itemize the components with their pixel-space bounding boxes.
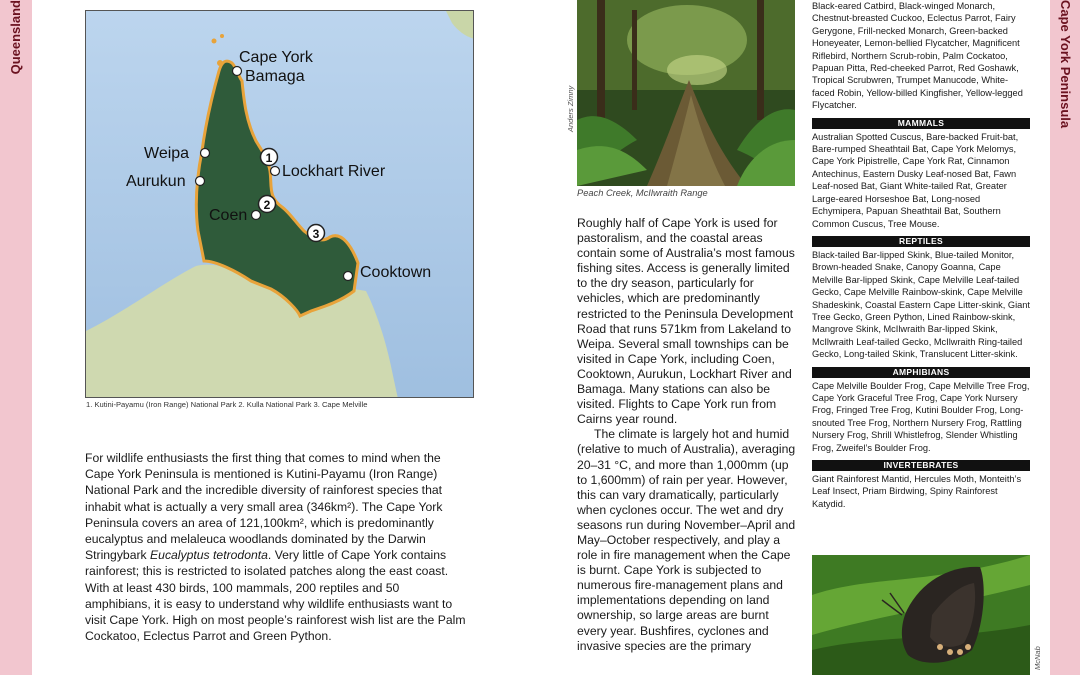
invertebrates-list: Giant Rainforest Mantid, Hercules Moth, Monteith’s Leaf Insect, Priam Birdwing, Spiny Rainforest Katydid. [812,474,1022,509]
amphibians-heading: AMPHIBIANS [812,367,1030,378]
intro-paragraph [85,450,467,644]
birds-list: Black-eared Catbird, Black-winged Monarch, Chestnut-breasted Cuckoo, Eclectus Parrot, Fairy Gerygone, Frill-necked Monarch, Green-backed Honeyeater, Lemon-bellied Flycatcher, Magnificent Riflebird, Northern Scrub-robin, Palm Cockatoo, Papuan Pitta, Red-cheeked Parrot, Red Goshawk, Tropical Scrubwren, Trumpet Manucode, White-faced Robin, Yellow-billed Kingfisher, Yellow-legged Flycatcher. [812,1,1023,111]
park-number-2: 2 [263,198,271,212]
butterfly-photo [812,555,1030,675]
rainforest-creek-photo [577,0,795,186]
intro-species-name: Eucalyptus tetrodonta [150,548,268,563]
town-dot-cooktown [344,272,353,281]
park-number-3: 3 [312,227,320,241]
map-label-cape-york: Cape York [239,49,313,66]
left-side-tab [0,0,32,675]
park-number-1: 1 [265,151,273,165]
town-dot-weipa [201,149,210,158]
body-paragraph-2: The climate is largely hot and humid (relative to much of Australia), averaging 20–31 °C, and more than 1,000mm (up to 1,600mm) of rain per year. However, this can vary dramatically, particularly when cyclones occur. The wet and dry seasons run during November–April and May–October respectively, and play a role in fire management when the Cape is burnt. Cape York is subjected to numerous fire-management plans and implementations depending on land ownership, so large areas are burnt every year. Bushfires, cyclones and invasive species are the primary [577,427,796,653]
island [217,60,223,66]
invertebrates-heading: INVERTEBRATES [812,460,1030,471]
island [220,34,224,38]
rainforest-photo-graphic [577,0,795,186]
town-dot-coen [252,211,261,220]
map-label-bamaga: Bamaga [245,68,305,85]
intro-text-part2: . Very little of Cape York contains rainforest; this is restricted to isolated patches along the east coast. With at least 430 birds, 100 mammals, 200 reptiles and 50 amphibians, it is easy to understand why wildlife enthusiasts want to visit Cape York. High on most people’s rainforest wish list are the Palm Cockatoo, Eclectus Parrot and Green Python. [85,548,466,644]
species-column [812,0,1030,510]
intro-text-part1: For wildlife enthusiasts the first thing that comes to mind when the Cape York Peninsula is mentioned is Kutini-Payamu (Iron Range) National Park and the incredible diversity of rainforest species that inhabit what is actually a very small area (346km²). The Cape York Peninsula covers an area of 121,100km², which is predominantly eucalyptus and melaleuca woodlands dominated by the Darwin Stringybark [85,451,443,563]
map-label-weipa: Weipa [144,145,190,162]
town-dot-lockhart [271,167,280,176]
cape-york-map [85,10,474,398]
amphibians-list: Cape Melville Boulder Frog, Cape Melville Tree Frog, Cape York Graceful Tree Frog, Cape York Nursery Frog, Fringed Tree Frog, Kutini Boulder Frog, Long-snouted Tree Frog, Northern Nursery Frog, Rattling Nursery Frog, Shrill Whistlefrog, Slender Whistling Frog, Zweifel’s Boulder Frog. [812,380,1030,453]
section-label-cape-york: Cape York Peninsula [1058,0,1073,129]
body-paragraph-1: Roughly half of Cape York is used for pastoralism, and the coastal areas contain some of Australia’s most famous fishing sites. Access is generally limited to the dry season, particularly for vehicles, which are predominantly restricted to the Peninsula Development Road that runs 571km from Lakeland to Weipa. Several small townships can be visited in Cape York, including Coen, Cooktown, Aurukun, Lockhart River and Bamaga. Many stations can also be visited. Flights to Cape York run from Cairns year round. [577,216,795,427]
butterfly-photo-graphic [812,555,1030,675]
map-caption: 1. Kutini-Payamu (Iron Range) National Park 2. Kulla National Park 3. Cape Melville [86,400,368,409]
mammals-heading: MAMMALS [812,118,1030,129]
map-svg [86,11,474,398]
town-dot-bamaga [233,67,242,76]
map-label-cooktown: Cooktown [360,264,432,281]
map-label-coen: Coen [209,207,248,224]
body-column [577,216,797,654]
reptiles-heading: REPTILES [812,236,1030,247]
photo-credit-anders: Anders Zimny [566,85,575,132]
town-dot-aurukun [196,177,205,186]
photo-credit-mcnab: McNab [1033,646,1042,670]
photo-caption-peach-creek: Peach Creek, McIlwraith Range [577,188,708,198]
map-label-lockhart-river: Lockhart River [282,163,386,180]
island [212,39,217,44]
reptiles-list: Black-tailed Bar-lipped Skink, Blue-tailed Monitor, Brown-headed Snake, Canopy Goanna, Cape Melville Bar-lipped Skink, Cape Melville Leaf-tailed Gecko, Cape Melville Rainbow-skink, Cape Melville Shadeskink, Coastal Eastern Cape Litter-skink, Giant Tree Gecko, Green Python, Lined Rainbow-skink, Mangrove Skink, McIlwraith Bar-lipped Skink, McIlwraith Leaf-tailed Gecko, McIlwraith Ring-tailed Gecko, Long-tailed Skink, Translucent Litter-skink. [812,249,1030,360]
mammals-list: Australian Spotted Cuscus, Bare-backed Fruit-bat, Bare-rumped Sheathtail Bat, Cape York Melomys, Cape York Pipistrelle, Cape York Rat, Cinnamon Antechinus, Eastern Dusky Leaf-nosed Bat, Fawn Leaf-nosed Bat, Giant White-tailed Rat, Greater Large-eared Horseshoe Bat, Long-nosed Echymipera, Papuan Sheathtail Bat, Southern Common Cuscus, Tree Mouse. [812,131,1019,229]
section-label-queensland: Queensland [8,0,23,75]
map-label-aurukun: Aurukun [126,173,186,190]
